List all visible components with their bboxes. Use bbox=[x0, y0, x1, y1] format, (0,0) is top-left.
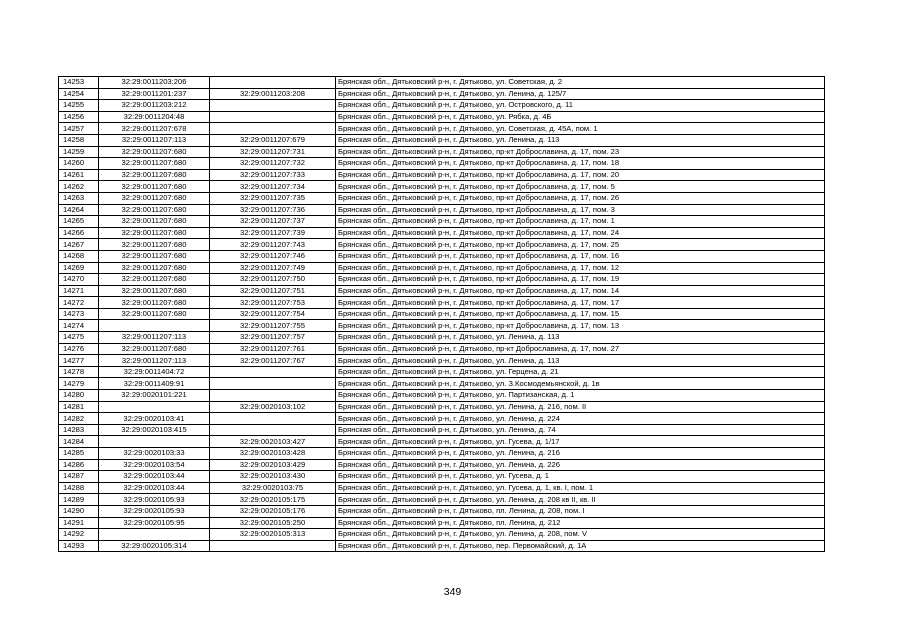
address-cell: Брянская обл., Дятьковский р-н, г. Дятьково, ул. Ленина, д. 216, пом. II bbox=[336, 401, 825, 413]
address-cell: Брянская обл., Дятьковский р-н, г. Дятьково, пл. Ленина, д. 208, пом. I bbox=[336, 505, 825, 517]
table-row bbox=[59, 459, 825, 471]
parcel-cadastral-number-cell: 32:29:0011207:680 bbox=[99, 285, 210, 297]
table-row bbox=[59, 216, 825, 228]
row-number-cell: 14273 bbox=[59, 308, 99, 320]
row-number-cell: 14278 bbox=[59, 366, 99, 378]
address-cell: Брянская обл., Дятьковский р-н, г. Дятьково, пр-кт Доброславина, д. 17, пом. 17 bbox=[336, 297, 825, 309]
object-cadastral-number-cell: 32:29:0011207:737 bbox=[210, 216, 336, 228]
row-number-cell: 14287 bbox=[59, 471, 99, 483]
table-row bbox=[59, 100, 825, 112]
registry-table-body bbox=[59, 77, 825, 552]
row-number-cell: 14271 bbox=[59, 285, 99, 297]
object-cadastral-number-cell: 32:29:0011207:736 bbox=[210, 204, 336, 216]
address-cell: Брянская обл., Дятьковский р-н, г. Дятьково, ул. Ленина, д. 125/7 bbox=[336, 88, 825, 100]
object-cadastral-number-cell: 32:29:0020103:429 bbox=[210, 459, 336, 471]
parcel-cadastral-number-cell: 32:29:0011207:680 bbox=[99, 169, 210, 181]
parcel-cadastral-number-cell: 32:29:0011207:680 bbox=[99, 262, 210, 274]
table-row bbox=[59, 274, 825, 286]
address-cell: Брянская обл., Дятьковский р-н, г. Дятьково, ул. Гусева, д. 1/17 bbox=[336, 436, 825, 448]
parcel-cadastral-number-cell: 32:29:0011207:680 bbox=[99, 227, 210, 239]
address-cell: Брянская обл., Дятьковский р-н, г. Дятьково, пр-кт Доброславина, д. 17, пом. 5 bbox=[336, 181, 825, 193]
object-cadastral-number-cell: 32:29:0020103:427 bbox=[210, 436, 336, 448]
table-row bbox=[59, 227, 825, 239]
table-row bbox=[59, 158, 825, 170]
row-number-cell: 14270 bbox=[59, 274, 99, 286]
object-cadastral-number-cell: 32:29:0020105:175 bbox=[210, 494, 336, 506]
address-cell: Брянская обл., Дятьковский р-н, г. Дятьково, ул. Ленина, д. 208 кв II, кв. II bbox=[336, 494, 825, 506]
row-number-cell: 14264 bbox=[59, 204, 99, 216]
object-cadastral-number-cell: 32:29:0011207:733 bbox=[210, 169, 336, 181]
parcel-cadastral-number-cell: 32:29:0011207:680 bbox=[99, 192, 210, 204]
object-cadastral-number-cell: 32:29:0011207:734 bbox=[210, 181, 336, 193]
table-row bbox=[59, 517, 825, 529]
address-cell: Брянская обл., Дятьковский р-н, г. Дятьково, пр-кт Доброславина, д. 17, пом. 12 bbox=[336, 262, 825, 274]
row-number-cell: 14272 bbox=[59, 297, 99, 309]
object-cadastral-number-cell: 32:29:0020103:75 bbox=[210, 482, 336, 494]
address-cell: Брянская обл., Дятьковский р-н, г. Дятьково, ул. Ленина, д. 113 bbox=[336, 332, 825, 344]
row-number-cell: 14277 bbox=[59, 355, 99, 367]
address-cell: Брянская обл., Дятьковский р-н, г. Дятьково, пр-кт Доброславина, д. 17, пом. 27 bbox=[336, 343, 825, 355]
parcel-cadastral-number-cell: 32:29:0020103:33 bbox=[99, 448, 210, 460]
table-row bbox=[59, 540, 825, 552]
table-row bbox=[59, 401, 825, 413]
parcel-cadastral-number-cell: 32:29:0011207:680 bbox=[99, 146, 210, 158]
object-cadastral-number-cell: 32:29:0011207:761 bbox=[210, 343, 336, 355]
address-cell: Брянская обл., Дятьковский р-н, г. Дятьково, пр-кт Доброславина, д. 17, пом. 24 bbox=[336, 227, 825, 239]
parcel-cadastral-number-cell: 32:29:0020103:54 bbox=[99, 459, 210, 471]
address-cell: Брянская обл., Дятьковский р-н, г. Дятьково, пр-кт Доброславина, д. 17, пом. 13 bbox=[336, 320, 825, 332]
row-number-cell: 14280 bbox=[59, 390, 99, 402]
address-cell: Брянская обл., Дятьковский р-н, г. Дятьково, пр-кт Доброславина, д. 17, пом. 26 bbox=[336, 192, 825, 204]
parcel-cadastral-number-cell: 32:29:0011404:72 bbox=[99, 366, 210, 378]
row-number-cell: 14262 bbox=[59, 181, 99, 193]
object-cadastral-number-cell: 32:29:0011207:679 bbox=[210, 134, 336, 146]
table-row bbox=[59, 192, 825, 204]
parcel-cadastral-number-cell: 32:29:0011201:237 bbox=[99, 88, 210, 100]
row-number-cell: 14288 bbox=[59, 482, 99, 494]
table-row bbox=[59, 436, 825, 448]
object-cadastral-number-cell: 32:29:0011207:743 bbox=[210, 239, 336, 251]
parcel-cadastral-number-cell: 32:29:0011203:212 bbox=[99, 100, 210, 112]
address-cell: Брянская обл., Дятьковский р-н, г. Дятьково, пер. Первомайский, д. 1А bbox=[336, 540, 825, 552]
parcel-cadastral-number-cell: 32:29:0011207:680 bbox=[99, 158, 210, 170]
row-number-cell: 14257 bbox=[59, 123, 99, 135]
table-row bbox=[59, 169, 825, 181]
table-row bbox=[59, 494, 825, 506]
row-number-cell: 14267 bbox=[59, 239, 99, 251]
row-number-cell: 14285 bbox=[59, 448, 99, 460]
address-cell: Брянская обл., Дятьковский р-н, г. Дятьково, пр-кт Доброславина, д. 17, пом. 3 bbox=[336, 204, 825, 216]
parcel-cadastral-number-cell: 32:29:0011207:680 bbox=[99, 239, 210, 251]
address-cell: Брянская обл., Дятьковский р-н, г. Дятьково, пр-кт Доброславина, д. 17, пом. 19 bbox=[336, 274, 825, 286]
object-cadastral-number-cell: 32:29:0011207:732 bbox=[210, 158, 336, 170]
address-cell: Брянская обл., Дятьковский р-н, г. Дятьково, пр-кт Доброславина, д. 17, пом. 14 bbox=[336, 285, 825, 297]
row-number-cell: 14254 bbox=[59, 88, 99, 100]
row-number-cell: 14255 bbox=[59, 100, 99, 112]
object-cadastral-number-cell: 32:29:0011207:746 bbox=[210, 250, 336, 262]
row-number-cell: 14291 bbox=[59, 517, 99, 529]
parcel-cadastral-number-cell: 32:29:0011204:48 bbox=[99, 111, 210, 123]
parcel-cadastral-number-cell bbox=[99, 320, 210, 332]
object-cadastral-number-cell bbox=[210, 390, 336, 402]
address-cell: Брянская обл., Дятьковский р-н, г. Дятьково, ул. Ленина, д. 113 bbox=[336, 355, 825, 367]
object-cadastral-number-cell: 32:29:0011207:739 bbox=[210, 227, 336, 239]
row-number-cell: 14290 bbox=[59, 505, 99, 517]
parcel-cadastral-number-cell bbox=[99, 401, 210, 413]
row-number-cell: 14259 bbox=[59, 146, 99, 158]
parcel-cadastral-number-cell: 32:29:0011207:113 bbox=[99, 332, 210, 344]
table-row bbox=[59, 262, 825, 274]
parcel-cadastral-number-cell bbox=[99, 436, 210, 448]
object-cadastral-number-cell: 32:29:0011207:753 bbox=[210, 297, 336, 309]
row-number-cell: 14292 bbox=[59, 529, 99, 541]
address-cell: Брянская обл., Дятьковский р-н, г. Дятьково, ул. Ленина, д. 226 bbox=[336, 459, 825, 471]
address-cell: Брянская обл., Дятьковский р-н, г. Дятьково, ул. З.Космодемьянской, д. 1в bbox=[336, 378, 825, 390]
parcel-cadastral-number-cell: 32:29:0020103:41 bbox=[99, 413, 210, 425]
table-row bbox=[59, 239, 825, 251]
address-cell: Брянская обл., Дятьковский р-н, г. Дятьково, ул. Гусева, д. 1 bbox=[336, 471, 825, 483]
object-cadastral-number-cell: 32:29:0020103:430 bbox=[210, 471, 336, 483]
table-row bbox=[59, 320, 825, 332]
parcel-cadastral-number-cell: 32:29:0011409:91 bbox=[99, 378, 210, 390]
object-cadastral-number-cell: 32:29:0011207:757 bbox=[210, 332, 336, 344]
parcel-cadastral-number-cell: 32:29:0020105:314 bbox=[99, 540, 210, 552]
address-cell: Брянская обл., Дятьковский р-н, г. Дятьково, ул. Советская, д. 45А, пом. 1 bbox=[336, 123, 825, 135]
object-cadastral-number-cell: 32:29:0020103:102 bbox=[210, 401, 336, 413]
row-number-cell: 14276 bbox=[59, 343, 99, 355]
table-row bbox=[59, 204, 825, 216]
row-number-cell: 14258 bbox=[59, 134, 99, 146]
table-row bbox=[59, 88, 825, 100]
row-number-cell: 14261 bbox=[59, 169, 99, 181]
parcel-cadastral-number-cell: 32:29:0011207:680 bbox=[99, 181, 210, 193]
parcel-cadastral-number-cell: 32:29:0011203:206 bbox=[99, 77, 210, 89]
object-cadastral-number-cell bbox=[210, 77, 336, 89]
table-row bbox=[59, 355, 825, 367]
table-row bbox=[59, 482, 825, 494]
table-row bbox=[59, 181, 825, 193]
object-cadastral-number-cell bbox=[210, 424, 336, 436]
object-cadastral-number-cell: 32:29:0011207:731 bbox=[210, 146, 336, 158]
table-row bbox=[59, 390, 825, 402]
parcel-cadastral-number-cell: 32:29:0020105:95 bbox=[99, 517, 210, 529]
table-row bbox=[59, 146, 825, 158]
object-cadastral-number-cell: 32:29:0011207:751 bbox=[210, 285, 336, 297]
table-row bbox=[59, 123, 825, 135]
parcel-cadastral-number-cell: 32:29:0011207:113 bbox=[99, 355, 210, 367]
address-cell: Брянская обл., Дятьковский р-н, г. Дятьково, ул. Ленина, д. 216 bbox=[336, 448, 825, 460]
row-number-cell: 14283 bbox=[59, 424, 99, 436]
table-row bbox=[59, 505, 825, 517]
object-cadastral-number-cell bbox=[210, 378, 336, 390]
row-number-cell: 14275 bbox=[59, 332, 99, 344]
object-cadastral-number-cell: 32:29:0011207:767 bbox=[210, 355, 336, 367]
row-number-cell: 14279 bbox=[59, 378, 99, 390]
object-cadastral-number-cell: 32:29:0011207:749 bbox=[210, 262, 336, 274]
table-row bbox=[59, 250, 825, 262]
object-cadastral-number-cell: 32:29:0020105:176 bbox=[210, 505, 336, 517]
parcel-cadastral-number-cell: 32:29:0011207:678 bbox=[99, 123, 210, 135]
table-row bbox=[59, 332, 825, 344]
parcel-cadastral-number-cell: 32:29:0020103:44 bbox=[99, 471, 210, 483]
object-cadastral-number-cell: 32:29:0011207:735 bbox=[210, 192, 336, 204]
address-cell: Брянская обл., Дятьковский р-н, г. Дятьково, пр-кт Доброславина, д. 17, пом. 23 bbox=[336, 146, 825, 158]
parcel-cadastral-number-cell: 32:29:0011207:680 bbox=[99, 250, 210, 262]
table-row bbox=[59, 424, 825, 436]
row-number-cell: 14269 bbox=[59, 262, 99, 274]
table-row bbox=[59, 378, 825, 390]
address-cell: Брянская обл., Дятьковский р-н, г. Дятьково, ул. Островского, д. 11 bbox=[336, 100, 825, 112]
address-cell: Брянская обл., Дятьковский р-н, г. Дятьково, ул. Ленина, д. 208, пом. V bbox=[336, 529, 825, 541]
table-row bbox=[59, 285, 825, 297]
parcel-cadastral-number-cell: 32:29:0011207:680 bbox=[99, 216, 210, 228]
object-cadastral-number-cell bbox=[210, 111, 336, 123]
row-number-cell: 14293 bbox=[59, 540, 99, 552]
parcel-cadastral-number-cell: 32:29:0011207:680 bbox=[99, 204, 210, 216]
table-row bbox=[59, 77, 825, 89]
row-number-cell: 14265 bbox=[59, 216, 99, 228]
address-cell: Брянская обл., Дятьковский р-н, г. Дятьково, ул. Герцена, д. 21 bbox=[336, 366, 825, 378]
address-cell: Брянская обл., Дятьковский р-н, г. Дятьково, пр-кт Доброславина, д. 17, пом. 18 bbox=[336, 158, 825, 170]
address-cell: Брянская обл., Дятьковский р-н, г. Дятьково, ул. Ленина, д. 224 bbox=[336, 413, 825, 425]
row-number-cell: 14260 bbox=[59, 158, 99, 170]
row-number-cell: 14268 bbox=[59, 250, 99, 262]
row-number-cell: 14253 bbox=[59, 77, 99, 89]
object-cadastral-number-cell bbox=[210, 413, 336, 425]
object-cadastral-number-cell bbox=[210, 366, 336, 378]
parcel-cadastral-number-cell: 32:29:0020103:44 bbox=[99, 482, 210, 494]
parcel-cadastral-number-cell: 32:29:0020105:93 bbox=[99, 505, 210, 517]
row-number-cell: 14256 bbox=[59, 111, 99, 123]
table-row bbox=[59, 529, 825, 541]
address-cell: Брянская обл., Дятьковский р-н, г. Дятьково, пл. Ленина, д. 212 bbox=[336, 517, 825, 529]
row-number-cell: 14282 bbox=[59, 413, 99, 425]
row-number-cell: 14266 bbox=[59, 227, 99, 239]
registry-table bbox=[58, 76, 825, 552]
table-row bbox=[59, 343, 825, 355]
object-cadastral-number-cell: 32:29:0020105:250 bbox=[210, 517, 336, 529]
address-cell: Брянская обл., Дятьковский р-н, г. Дятьково, ул. Гусева, д. 1, кв. I, пом. 1 bbox=[336, 482, 825, 494]
page-number: 349 bbox=[443, 586, 462, 598]
parcel-cadastral-number-cell: 32:29:0011207:113 bbox=[99, 134, 210, 146]
parcel-cadastral-number-cell: 32:29:0011207:680 bbox=[99, 343, 210, 355]
address-cell: Брянская обл., Дятьковский р-н, г. Дятьково, пр-кт Доброславина, д. 17, пом. 25 bbox=[336, 239, 825, 251]
object-cadastral-number-cell bbox=[210, 540, 336, 552]
row-number-cell: 14284 bbox=[59, 436, 99, 448]
row-number-cell: 14274 bbox=[59, 320, 99, 332]
address-cell: Брянская обл., Дятьковский р-н, г. Дятьково, ул. Ленина, д. 74 bbox=[336, 424, 825, 436]
parcel-cadastral-number-cell: 32:29:0020105:93 bbox=[99, 494, 210, 506]
table-row bbox=[59, 134, 825, 146]
row-number-cell: 14289 bbox=[59, 494, 99, 506]
object-cadastral-number-cell: 32:29:0011203:208 bbox=[210, 88, 336, 100]
parcel-cadastral-number-cell: 32:29:0011207:680 bbox=[99, 297, 210, 309]
table-row bbox=[59, 308, 825, 320]
address-cell: Брянская обл., Дятьковский р-н, г. Дятьково, ул. Ленина, д. 113 bbox=[336, 134, 825, 146]
object-cadastral-number-cell bbox=[210, 100, 336, 112]
address-cell: Брянская обл., Дятьковский р-н, г. Дятьково, пр-кт Доброславина, д. 17, пом. 15 bbox=[336, 308, 825, 320]
object-cadastral-number-cell: 32:29:0011207:755 bbox=[210, 320, 336, 332]
object-cadastral-number-cell: 32:29:0011207:754 bbox=[210, 308, 336, 320]
address-cell: Брянская обл., Дятьковский р-н, г. Дятьково, ул. Советская, д. 2 bbox=[336, 77, 825, 89]
parcel-cadastral-number-cell: 32:29:0011207:680 bbox=[99, 274, 210, 286]
address-cell: Брянская обл., Дятьковский р-н, г. Дятьково, пр-кт Доброславина, д. 17, пом. 20 bbox=[336, 169, 825, 181]
object-cadastral-number-cell: 32:29:0020103:428 bbox=[210, 448, 336, 460]
table-row bbox=[59, 448, 825, 460]
row-number-cell: 14281 bbox=[59, 401, 99, 413]
address-cell: Брянская обл., Дятьковский р-н, г. Дятьково, ул. Рябка, д. 4Б bbox=[336, 111, 825, 123]
parcel-cadastral-number-cell: 32:29:0020103:415 bbox=[99, 424, 210, 436]
row-number-cell: 14263 bbox=[59, 192, 99, 204]
table-row bbox=[59, 366, 825, 378]
parcel-cadastral-number-cell bbox=[99, 529, 210, 541]
parcel-cadastral-number-cell: 32:29:0011207:680 bbox=[99, 308, 210, 320]
parcel-cadastral-number-cell: 32:29:0020101:221 bbox=[99, 390, 210, 402]
table-row bbox=[59, 413, 825, 425]
object-cadastral-number-cell: 32:29:0011207:750 bbox=[210, 274, 336, 286]
address-cell: Брянская обл., Дятьковский р-н, г. Дятьково, пр-кт Доброславина, д. 17, пом. 16 bbox=[336, 250, 825, 262]
object-cadastral-number-cell bbox=[210, 123, 336, 135]
address-cell: Брянская обл., Дятьковский р-н, г. Дятьково, ул. Партизанская, д. 1 bbox=[336, 390, 825, 402]
table-row bbox=[59, 111, 825, 123]
object-cadastral-number-cell: 32:29:0020105:313 bbox=[210, 529, 336, 541]
row-number-cell: 14286 bbox=[59, 459, 99, 471]
table-row bbox=[59, 471, 825, 483]
table-row bbox=[59, 297, 825, 309]
address-cell: Брянская обл., Дятьковский р-н, г. Дятьково, пр-кт Доброславина, д. 17, пом. 1 bbox=[336, 216, 825, 228]
